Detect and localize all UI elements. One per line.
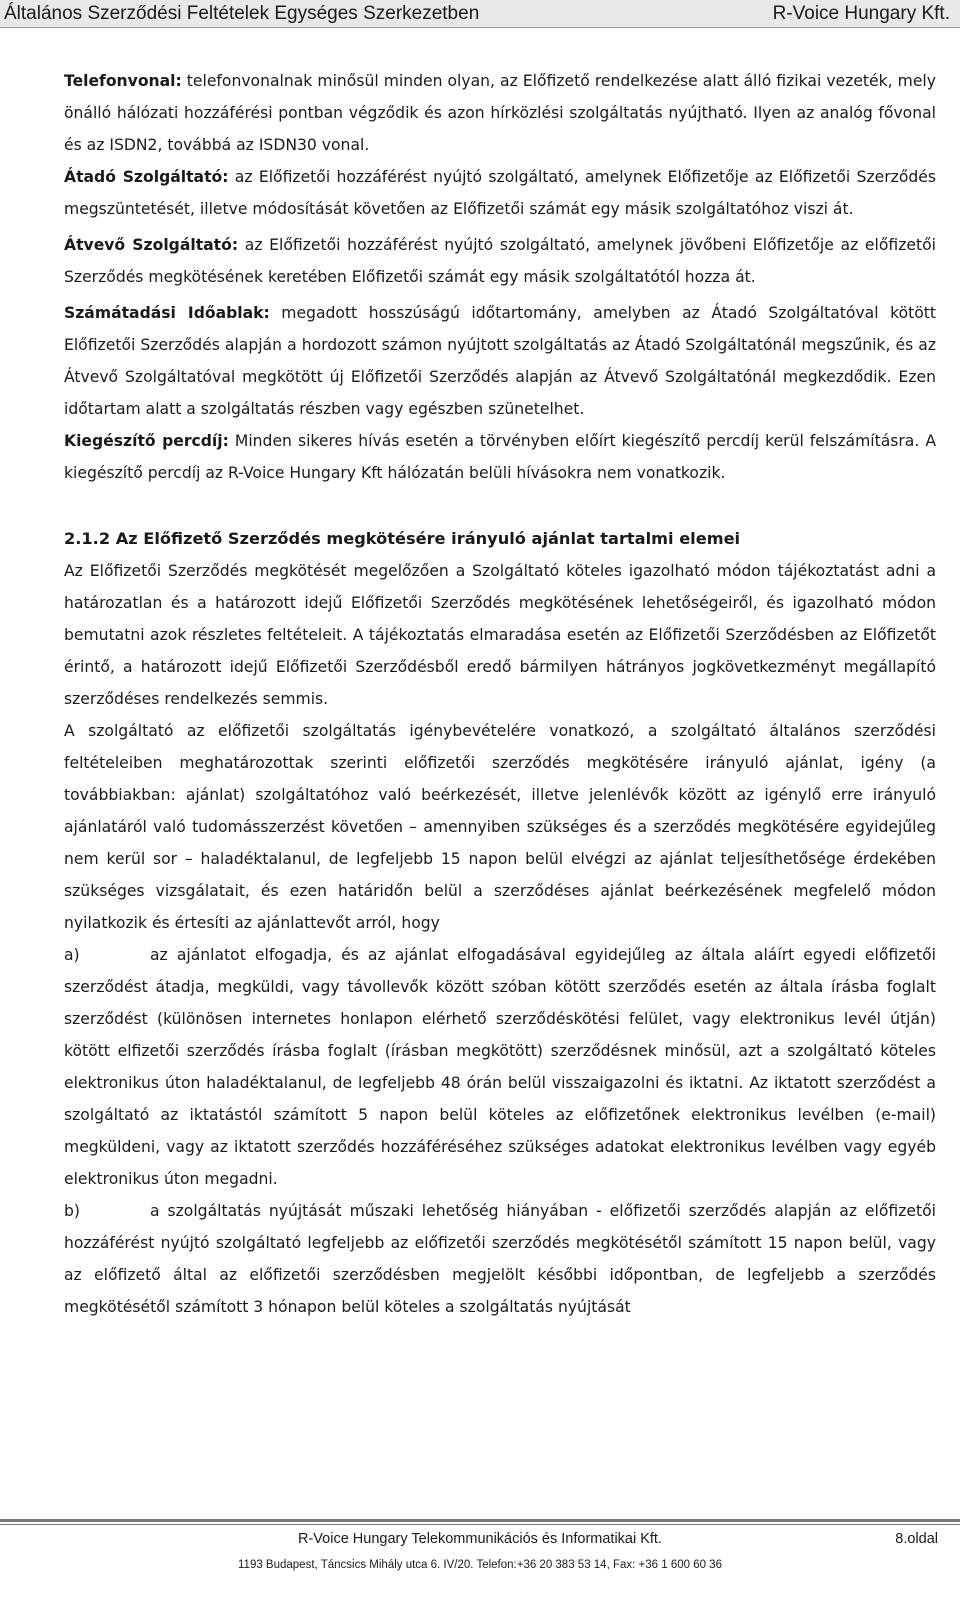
- definition-paragraph: [64, 65, 936, 161]
- definition-paragraph: [64, 229, 936, 293]
- definition-term: Átadó Szolgáltató:: [64, 168, 229, 186]
- section-paragraph: Az Előfizetői Szerződés megkötését megelőzően a Szolgáltató köteles igazolható módon tájékoztatást adni a határozatlan és a határozott idejű Előfizetői Szerződés megkötésének lehetőségeiről, és igazolható módon bemutatni azok részletes feltételeit. A tájékoztatás elmaradása esetén az Előfizetői Szerződésben az Előfizetőt érintő, a határozott idejű Előfizetői Szerződésből eredő bármilyen hátrányos jogkövetkezményt megállapító szerződéses rendelkezés semmis.: [64, 562, 936, 708]
- definition-text: az Előfizetői hozzáférést nyújtó szolgáltató, amelynek jövőbeni Előfizetője az előfizetői Szerződés megkötésének keretében Előfizetői számát egy másik szolgáltatótól hozza át.: [64, 236, 936, 286]
- definition-text: Minden sikeres hívás esetén a törvényben előírt kiegészítő percdíj kerül felszámításra. A kiegészítő percdíj az R-Voice Hungary Kft hálózatán belüli hívásokra nem vonatkozik.: [64, 432, 936, 482]
- section-spacer: [64, 489, 936, 523]
- definition-term: Telefonvonal:: [64, 72, 182, 90]
- list-item: [64, 1195, 936, 1323]
- definition-paragraph: [64, 297, 936, 425]
- list-item-text: az ajánlatot elfogadja, és az ajánlat elfogadásával egyidejűleg az általa aláírt egyedi előfizetői szerződést átadja, megküldi, vagy távollevők között szóban kötött szerződés esetén az általa írásba foglalt szerződést (különösen internetes honlapon elérhető szerződéskötési felület, vagy elektronikus levél útján) kötött elfizetői szerződés írásba foglalt (írásban megkötött) szerződésnek minősül, azt a szolgáltató köteles elektronikus úton haladéktalanul, de legfeljebb 48 órán belül visszaigazolni és iktatni. Az iktatott szerződést a szolgáltató az iktatástól számított 5 napon belül köteles az előfizetőnek elektronikus levélben (e-mail) megküldeni, vagy az iktatott szerződés hozzáféréséhez szükséges adatokat elektronikus levélben vagy egyéb elektronikus úton megadni.: [64, 946, 936, 1188]
- definition-text: az Előfizetői hozzáférést nyújtó szolgáltató, amelynek Előfizetője az Előfizetői Szerződés megszüntetését, illetve módosítását követően az Előfizetői számát egy másik szolgáltatóhoz viszi át.: [64, 168, 936, 218]
- page-header: [0, 0, 960, 28]
- footer-address: 1193 Budapest, Táncsics Mihály utca 6. IV/20. Telefon:+36 20 383 53 14, Fax: +36 1 600 60 36: [238, 1559, 722, 1571]
- section-paragraph: A szolgáltató az előfizetői szolgáltatás igénybevételére vonatkozó, a szolgáltató általános szerződési feltételeiben meghatározottak szerinti előfizetői szerződés megkötésére irányuló ajánlat, igény (a továbbiakban: ajánlat) szolgáltatóhoz való beérkezését, illetve jelenlévők között az igénylő erre irányuló ajánlatáról való tudomásszerzést követően – amennyiben szükséges és a szerződés megkötésére egyidejűleg nem kerül sor – haladéktalanul, de legfeljebb 15 napon belül elvégzi az ajánlat teljesíthetősége érdekében szükséges vizsgálatait, és ezen határidőn belül a szerződéses ajánlat beérkezésének megfelelő módon nyilatkozik és értesíti az ajánlattevőt arról, hogy: [64, 722, 936, 932]
- list-item: [64, 939, 936, 1195]
- list-marker: b): [64, 1202, 80, 1220]
- definition-term: Számátadási Időablak:: [64, 304, 270, 322]
- footer-divider-thin: [0, 1524, 960, 1525]
- definition-term: Kiegészítő percdíj:: [64, 432, 229, 450]
- footer-company: R-Voice Hungary Telekommunikációs és Informatikai Kft.: [298, 1531, 662, 1547]
- definition-paragraph: [64, 161, 936, 225]
- header-title: Általános Szerződési Feltételek Egységes Szerkezetben: [4, 3, 480, 24]
- definition-paragraph: [64, 425, 936, 489]
- definition-text: telefonvonalnak minősül minden olyan, az Előfizető rendelkezése alatt álló fizikai vezeték, mely önálló hálózati hozzáférési pontban végződik és azon hírközlési szolgáltatás nyújtható. Ilyen az analóg fővonal és az ISDN2, továbbá az ISDN30 vonal.: [64, 72, 936, 154]
- page-number: 8.oldal: [895, 1531, 938, 1547]
- definition-term: Átvevő Szolgáltató:: [64, 236, 239, 254]
- document-body: [64, 65, 936, 1323]
- definition-text: megadott hosszúságú időtartomány, amelyben az Átadó Szolgáltatóval kötött Előfizetői Szerződés alapján a hordozott számon nyújtott szolgáltatás az Átadó Szolgáltatónál megszűnik, és az Átvevő Szolgáltatóval megkötött új Előfizetői Szerződés alapján az Átvevő Szolgáltatónál megkezdődik. Ezen időtartam alatt a szolgáltatás részben vagy egészben szünetelhet.: [64, 304, 937, 418]
- list-marker: a): [64, 946, 80, 964]
- list-item-text: a szolgáltatás nyújtását műszaki lehetőség hiányában - előfizetői szerződés alapján az előfizetői hozzáférést nyújtó szolgáltató legfeljebb az előfizetői szerződés megkötésétől számított 15 napon belül, vagy az előfizető által az előfizetői szerződésben megjelölt későbbi időpontban, de legfeljebb a szerződés megkötésétől számított 3 hónapon belül köteles a szolgáltatás nyújtását: [64, 1202, 936, 1316]
- section-heading: 2.1.2 Az Előfizető Szerződés megkötésére irányuló ajánlat tartalmi elemei: [64, 529, 741, 548]
- header-company: R-Voice Hungary Kft.: [772, 3, 950, 24]
- footer-divider: [0, 1519, 960, 1522]
